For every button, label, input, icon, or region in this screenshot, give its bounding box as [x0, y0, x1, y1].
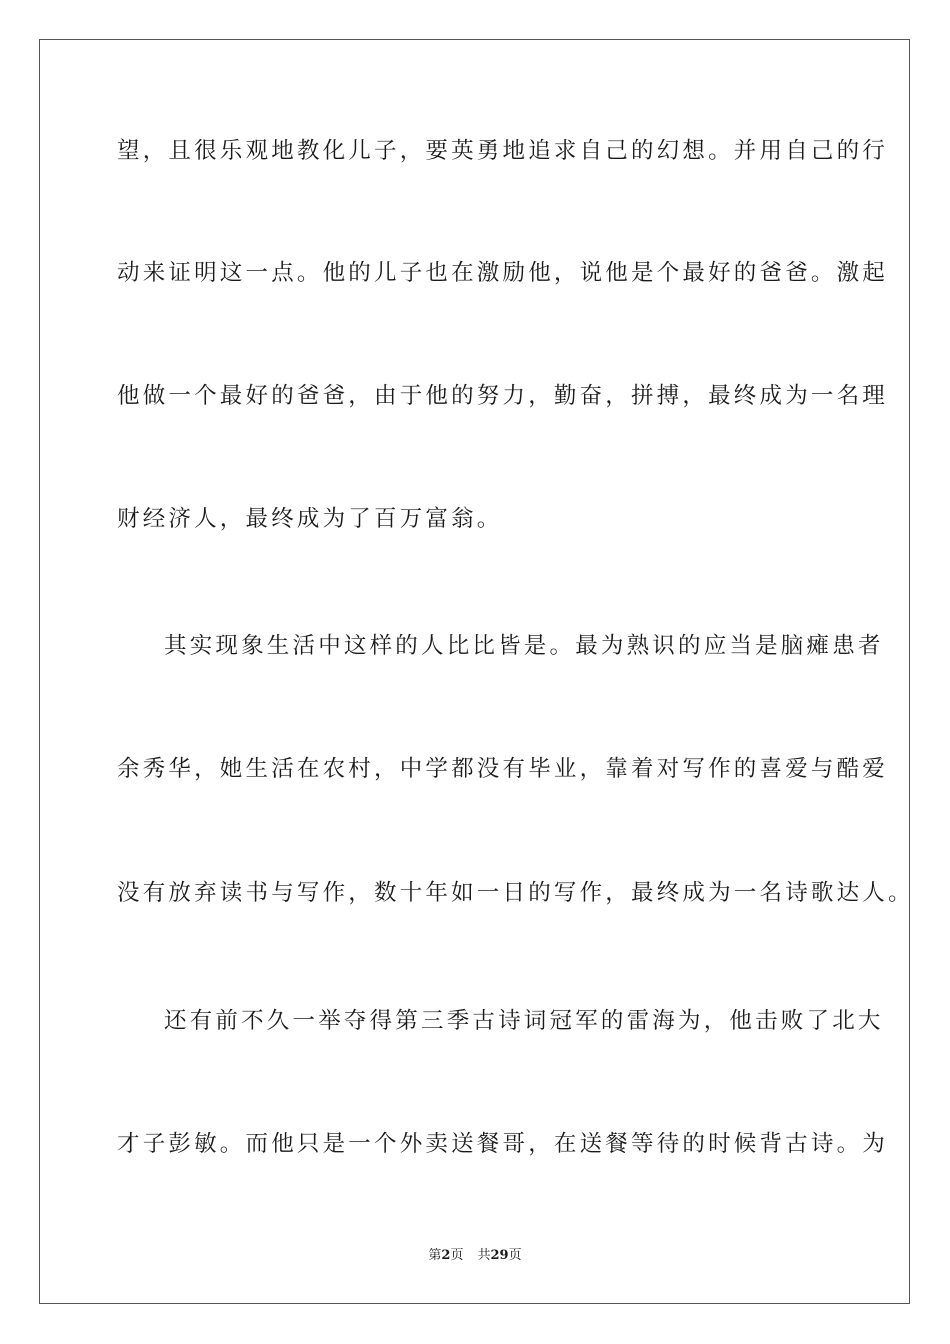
paragraph-first-line: 其实现象生活中这样的人比比皆是。最为熟识的应当是脑瘫患者: [164, 633, 884, 659]
text-line: 他做一个最好的爸爸，由于他的努力，勤奋，拼搏，最终成为一名理: [117, 383, 889, 409]
paragraph-first-line: 还有前不久一举夺得第三季古诗词冠军的雷海为，他击败了北大: [164, 1008, 884, 1034]
text-line: 动来证明这一点。他的儿子也在激励他，说他是个最好的爸爸。激起: [117, 260, 889, 286]
total-label-suffix: 页: [508, 1248, 522, 1263]
text-line: 余秀华，她生活在农村，中学都没有毕业，靠着对写作的喜爱与酷爱: [117, 756, 889, 782]
page-footer: [0, 1247, 950, 1265]
text-line: 才子彭敏。而他只是一个外卖送餐哥，在送餐等待的时候背古诗。为: [117, 1131, 889, 1157]
page-frame: [39, 39, 910, 1304]
text-line: 望，且很乐观地教化儿子，要英勇地追求自己的幻想。并用自己的行: [117, 138, 889, 164]
text-line: 财经济人，最终成为了百万富翁。: [117, 506, 503, 532]
total-pages: 29: [490, 1248, 509, 1263]
total-label-prefix: 共: [477, 1248, 491, 1263]
page-label-prefix: 第: [428, 1248, 442, 1263]
page-label-suffix: 页: [450, 1248, 464, 1263]
page-number: 2: [441, 1248, 451, 1263]
text-line: 没有放弃读书与写作，数十年如一日的写作，最终成为一名诗歌达人。: [117, 880, 914, 906]
